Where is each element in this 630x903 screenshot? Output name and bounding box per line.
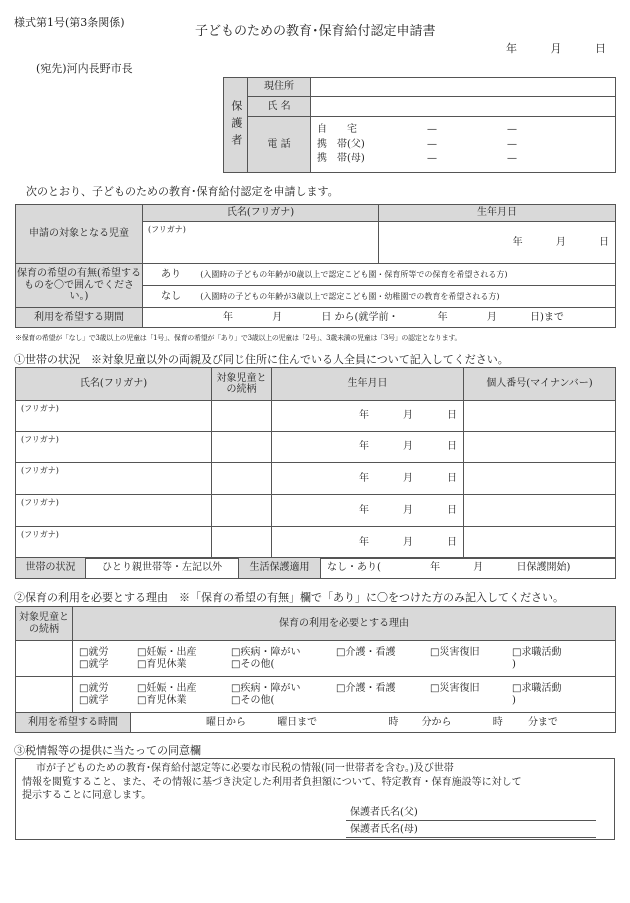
phone-mother-label: 携 帯(母) <box>317 153 365 165</box>
household-dob-field[interactable] <box>272 527 464 559</box>
dob-m: 月 <box>403 536 413 548</box>
reason-jobhunt[interactable]: □求職活動 <box>512 647 562 658</box>
applicant-label: 申請の対象となる児童 <box>16 205 143 264</box>
phone-dash: — <box>427 153 437 165</box>
household-relation-header: 対象児童との続柄 <box>212 368 272 401</box>
guardian-table <box>223 77 616 173</box>
household-name-field[interactable] <box>16 495 212 527</box>
hope-yes: あり <box>161 268 181 280</box>
period-text: から(就学前・ <box>334 311 399 323</box>
dob-d: 日 <box>447 472 457 484</box>
welfare-field[interactable] <box>321 558 616 579</box>
dob-y: 年 <box>359 441 369 453</box>
reason-study[interactable]: □就学 <box>79 658 109 670</box>
dob-y: 年 <box>359 472 369 484</box>
household-name-header: 氏名(フリガナ) <box>16 368 212 401</box>
reason-work[interactable]: □就労 <box>79 647 109 658</box>
dob-m: 月 <box>403 472 413 484</box>
table-row <box>16 463 616 495</box>
household-number-header: 個人番号(マイナンバー) <box>464 368 616 401</box>
table-row <box>16 527 616 559</box>
section2-title: ②保育の利用を必要とする理由 ※「保育の希望の有無」欄で「あり」に〇をつけた方のみ記入してください。 <box>14 591 564 604</box>
consent-line2: 情報を閲覧すること、また、その情報に基づき決定した利用者負担額について、特定教育・保育施設等に対して <box>22 776 522 788</box>
reason-care[interactable]: □介護・看護 <box>336 647 396 658</box>
reason-illness[interactable]: □疾病・障がい <box>231 683 301 694</box>
household-dob-header: 生年月日 <box>272 368 464 401</box>
date-year: 年 <box>506 42 517 55</box>
household-relation-field[interactable] <box>212 495 272 527</box>
time-min1: 分から <box>421 716 452 728</box>
table-row <box>16 432 616 463</box>
period-y: 年 <box>223 311 233 323</box>
phone-dash: — <box>427 138 437 150</box>
period-end: 日)まで <box>530 311 564 323</box>
welfare-value: なし・あり( <box>327 562 381 574</box>
furigana-label: (フリガナ) <box>148 225 186 234</box>
household-relation-field[interactable] <box>212 401 272 432</box>
time-to-day: 曜日まで <box>277 716 318 728</box>
consent-line3: 提示することに同意します。 <box>22 790 152 801</box>
period-m: 月 <box>272 311 283 323</box>
reason-disaster[interactable]: □災害復旧 <box>430 647 480 658</box>
reason-options[interactable] <box>73 641 616 677</box>
household-number-field[interactable] <box>464 463 616 495</box>
reason-pregnancy[interactable]: □妊娠・出産 <box>137 683 197 694</box>
reason-study[interactable]: □就学 <box>79 694 109 706</box>
signature-father[interactable]: 保護者氏名(父) <box>346 806 596 821</box>
time-hour1: 時 <box>388 716 399 728</box>
household-dob-field[interactable] <box>272 495 464 527</box>
reason-illness[interactable]: □疾病・障がい <box>231 647 301 658</box>
reason-relation-header: 対象児童との続柄 <box>16 607 73 641</box>
section3-title: ③税情報等の提供に当たっての同意欄 <box>14 744 201 757</box>
household-relation-field[interactable] <box>212 432 272 463</box>
table-row <box>16 677 616 713</box>
phone-field[interactable] <box>311 117 616 173</box>
household-name-field[interactable] <box>16 463 212 495</box>
reason-childcare-leave[interactable]: □育児休業 <box>137 694 187 706</box>
applicant-name-header: 氏名(フリガナ) <box>143 205 379 222</box>
dob-year: 年 <box>512 236 523 248</box>
date-day: 日 <box>595 42 606 55</box>
hope-yes-desc: (入園時の子どもの年齢が0歳以上で認定こども園・保育所等での保育を希望される方) <box>200 269 508 279</box>
household-relation-field[interactable] <box>212 463 272 495</box>
reason-jobhunt[interactable]: □求職活動 <box>512 683 562 694</box>
table-row <box>16 495 616 527</box>
address-field[interactable] <box>311 78 616 97</box>
table-row <box>16 641 616 677</box>
status-field[interactable]: ひとり親世帯等・左記以外 <box>86 558 239 579</box>
dob-y: 年 <box>359 504 369 516</box>
applicant-dob-header: 生年月日 <box>379 205 616 222</box>
phone-dash: — <box>427 124 437 136</box>
reason-disaster[interactable]: □災害復旧 <box>430 683 480 694</box>
period-label: 利用を希望する期間 <box>16 308 143 328</box>
date-month: 月 <box>550 42 562 55</box>
household-number-field[interactable] <box>464 401 616 432</box>
dob-month: 月 <box>555 236 566 248</box>
welfare-y: 年 <box>430 562 441 574</box>
dob-d: 日 <box>447 410 457 422</box>
phone-dash: — <box>507 153 517 165</box>
reason-pregnancy[interactable]: □妊娠・出産 <box>137 647 197 658</box>
hope-no-desc: (入園時の子どもの年齢が3歳以上で認定こども園・幼稚園での教育を希望される方) <box>200 291 500 301</box>
phone-home-label: 自 宅 <box>317 124 357 136</box>
reason-other[interactable]: □その他( <box>231 658 275 670</box>
page-title: 子どものための教育･保育給付認定申請書 <box>195 24 436 39</box>
time-min2: 分まで <box>527 716 558 728</box>
applicant-dob-field[interactable] <box>379 222 616 264</box>
reason-options[interactable] <box>73 677 616 713</box>
form-number: 様式第1号(第3条関係) <box>14 16 125 29</box>
welfare-end: 日保護開始) <box>516 562 571 574</box>
date-line <box>506 40 616 56</box>
consent-line1: 市が子どものための教育･保育給付認定等に必要な市民税の情報(同一世帯者を含む。)及び世帯 <box>36 763 454 774</box>
intro-text: 次のとおり、子どものための教育･保育給付認定を申請します。 <box>26 185 339 198</box>
consent-box <box>15 758 615 840</box>
period-field[interactable] <box>143 308 616 328</box>
addressee: (宛先)河内長野市長 <box>36 62 133 75</box>
household-name-field[interactable] <box>16 527 212 559</box>
dob-d: 日 <box>447 504 457 516</box>
household-name-field[interactable] <box>16 432 212 463</box>
reason-other-close: ) <box>512 694 516 706</box>
time-table <box>15 712 616 733</box>
section1-title: ①世帯の状況 ※対象児童以外の両親及び同じ住所に住んでいる人全員について記入してください。 <box>14 353 509 366</box>
reason-other-close: ) <box>512 658 516 670</box>
period-d: 日 <box>321 311 332 323</box>
applicant-table <box>15 204 616 328</box>
status-label: 世帯の状況 <box>16 558 86 579</box>
reason-relation-field[interactable] <box>16 677 73 713</box>
household-table <box>15 367 616 559</box>
time-hour2: 時 <box>492 716 503 728</box>
guardian-label: 保護者 <box>224 78 248 173</box>
hope-no-option[interactable] <box>143 286 616 308</box>
period-m2: 月 <box>486 311 497 323</box>
time-from-day: 曜日から <box>206 716 246 728</box>
applicant-name-field[interactable] <box>143 222 379 264</box>
furigana-label: (フリガナ) <box>21 404 59 413</box>
phone-dash: — <box>507 138 517 150</box>
name-label: 氏 名 <box>248 97 311 117</box>
dob-m: 月 <box>403 410 413 422</box>
furigana-label: (フリガナ) <box>21 466 59 475</box>
phone-label: 電 話 <box>248 117 311 173</box>
table-row <box>16 401 616 432</box>
household-name-field[interactable] <box>16 401 212 432</box>
hope-label: 保育の希望の有無(希望するものを〇で囲んでください。) <box>16 264 143 308</box>
footnote: ※保育の希望が「なし」で3歳以上の児童は「1号」、保育の希望が「あり」で3歳以上の児童は「2号」、3歳未満の児童は「3号」の認定となります。 <box>15 334 462 342</box>
reason-other[interactable]: □その他( <box>231 694 275 706</box>
dob-d: 日 <box>447 536 457 548</box>
furigana-label: (フリガナ) <box>21 498 59 507</box>
dob-m: 月 <box>403 504 413 516</box>
household-number-field[interactable] <box>464 527 616 559</box>
phone-father-label: 携 帯(父) <box>317 138 365 150</box>
phone-dash: — <box>507 124 517 136</box>
signature-mother[interactable]: 保護者氏名(母) <box>346 823 596 838</box>
reason-header: 保育の利用を必要とする理由 <box>73 607 616 641</box>
guardian-name-field[interactable] <box>311 97 616 117</box>
household-relation-field[interactable] <box>212 527 272 559</box>
dob-y: 年 <box>359 536 369 548</box>
dob-d: 日 <box>447 441 457 453</box>
period-y2: 年 <box>437 311 448 323</box>
reason-childcare-leave[interactable]: □育児休業 <box>137 658 187 670</box>
household-status-table <box>15 557 616 579</box>
hope-yes-option[interactable] <box>143 264 616 286</box>
furigana-label: (フリガナ) <box>21 530 59 539</box>
time-label: 利用を希望する時間 <box>16 713 131 733</box>
dob-day: 日 <box>599 236 609 248</box>
household-dob-field[interactable] <box>272 432 464 463</box>
reason-work[interactable]: □就労 <box>79 683 109 694</box>
dob-y: 年 <box>359 410 369 422</box>
address-label: 現住所 <box>248 78 311 97</box>
household-dob-field[interactable] <box>272 401 464 432</box>
hope-no: なし <box>161 290 181 302</box>
dob-m: 月 <box>403 441 413 453</box>
household-dob-field[interactable] <box>272 463 464 495</box>
welfare-label: 生活保護適用 <box>239 558 321 579</box>
household-number-field[interactable] <box>464 432 616 463</box>
household-number-field[interactable] <box>464 495 616 527</box>
reason-table <box>15 606 616 713</box>
reason-care[interactable]: □介護・看護 <box>336 683 396 694</box>
welfare-m: 月 <box>473 562 484 574</box>
reason-relation-field[interactable] <box>16 641 73 677</box>
furigana-label: (フリガナ) <box>21 435 59 444</box>
time-field[interactable] <box>131 713 616 733</box>
